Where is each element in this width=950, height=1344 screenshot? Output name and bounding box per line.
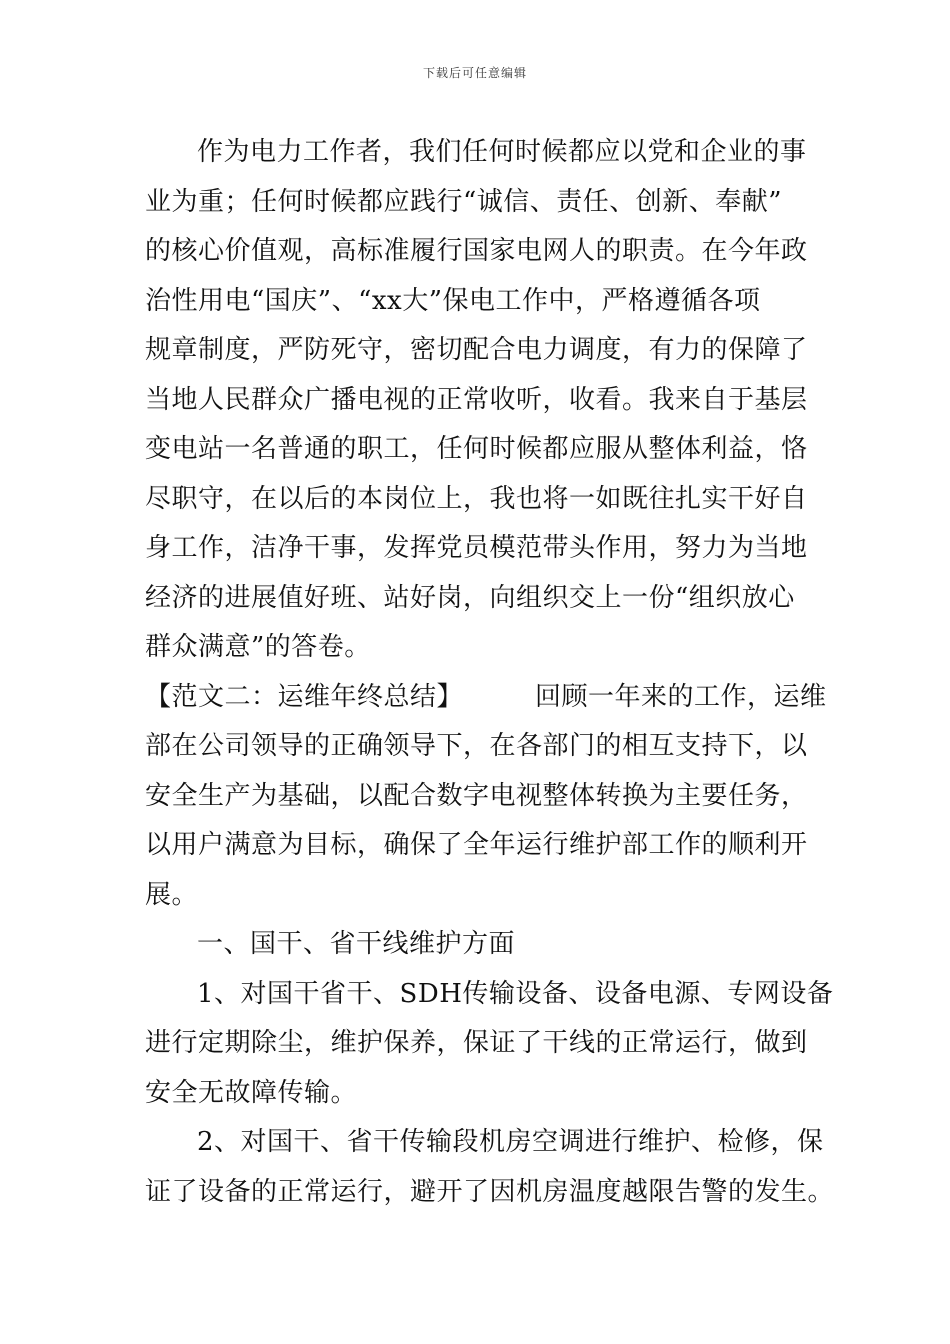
- paragraph-line: 安全生产为基础，以配合数字电视整体转换为主要任务，: [145, 780, 808, 811]
- paragraph-line: 治性用电“国庆”、“xx大”保电工作中，严格遵循各项: [145, 285, 761, 316]
- paragraph-line: 部在公司领导的正确领导下，在各部门的相互支持下，以: [145, 731, 808, 761]
- paragraph-line: 规章制度，严防死守，密切配合电力调度，有力的保障了: [145, 335, 808, 365]
- header-note: 下载后可任意编辑: [422, 66, 527, 80]
- paragraph-line: 2、对国干、省干传输段机房空调进行维护、检修，保: [197, 1127, 824, 1157]
- paragraph-line: 当地人民群众广播电视的正常收听，收看。我来自于基层: [145, 384, 808, 415]
- document-body: [145, 128, 835, 1217]
- paragraph-line: 尽职守，在以后的本岗位上，我也将一如既往扎实干好自: [145, 483, 808, 514]
- paragraph-line: 的核心价值观，高标准履行国家电网人的职责。在今年政: [145, 236, 808, 266]
- paragraph-line: 证了设备的正常运行，避开了因机房温度越限告警的发生。: [145, 1176, 835, 1207]
- paragraph-line: 身工作，洁净干事，发挥党员模范带头作用，努力为当地: [145, 533, 808, 563]
- paragraph-line: 经济的进展值好班、站好岗，向组织交上一份“组织放心: [145, 582, 795, 613]
- paragraph-line: 业为重；任何时候都应践行“诚信、责任、创新、奉献”: [145, 186, 783, 217]
- paragraph-text: 回顾一年来的工作，运维: [535, 681, 827, 712]
- paragraph-line: 群众满意”的答卷。: [145, 632, 371, 662]
- paragraph-line: 作为电力工作者，我们任何时候都应以党和企业的事: [197, 137, 807, 167]
- paragraph-line: 以用户满意为目标，确保了全年运行维护部工作的顺利开: [145, 830, 808, 860]
- paragraph-line: 安全无故障传输。: [145, 1077, 358, 1108]
- section-heading-line: [145, 673, 827, 723]
- subheading: 一、国干、省干线维护方面: [197, 929, 516, 959]
- section-heading: 【范文二：运维年终总结】: [145, 681, 464, 712]
- paragraph-line: 展。: [145, 879, 199, 910]
- paragraph-line: 进行定期除尘，维护保养，保证了干线的正常运行，做到: [145, 1028, 808, 1058]
- paragraph-line: 1、对国干省干、SDH传输设备、设备电源、专网设备: [197, 978, 834, 1009]
- paragraph-line: 变电站一名普通的职工，任何时候都应服从整体利益，恪: [145, 434, 808, 464]
